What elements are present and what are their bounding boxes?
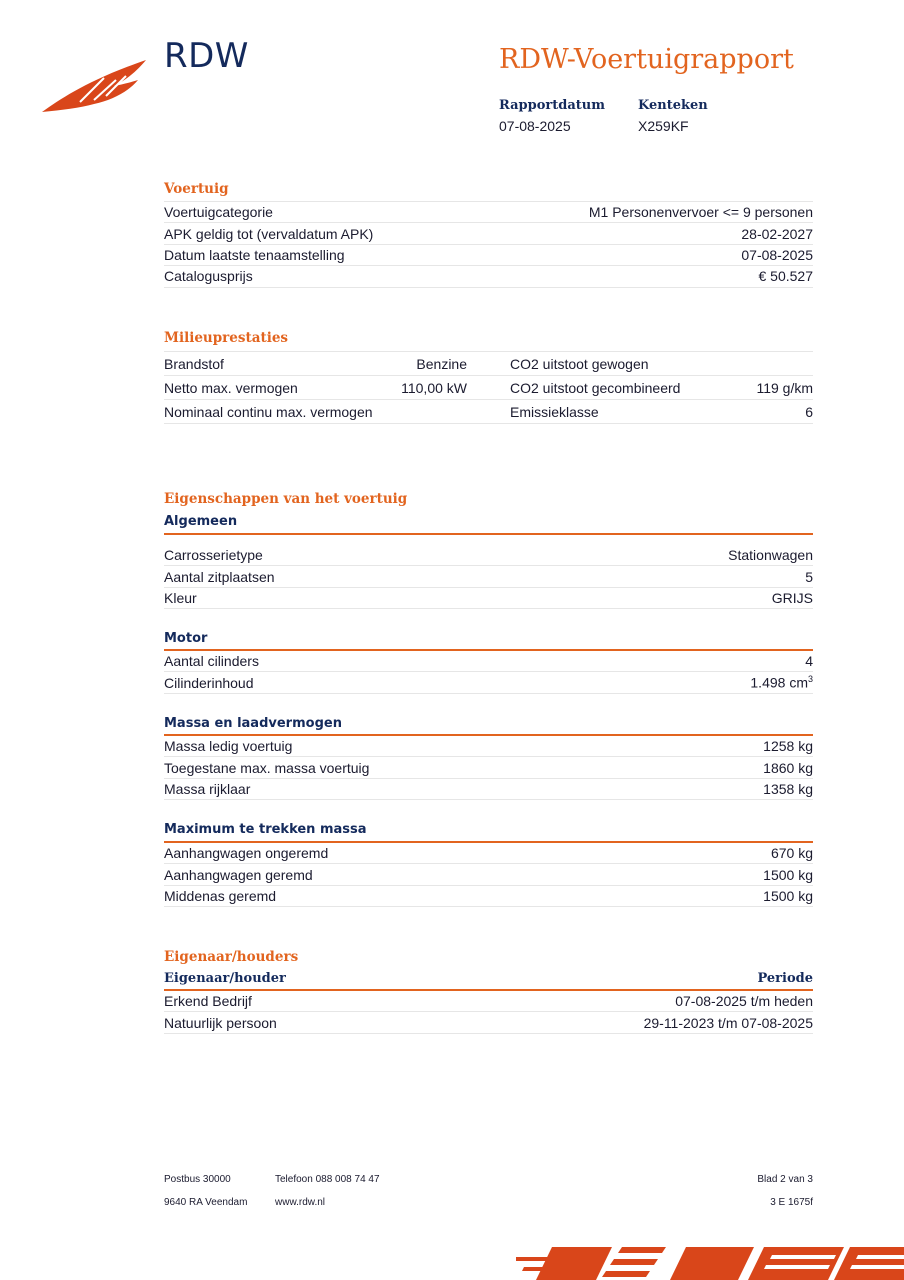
milieu-table — [164, 351, 813, 424]
row-label: Massa rijklaar — [164, 780, 251, 797]
footer-page: Blad 2 van 3 — [757, 1174, 813, 1185]
table-row — [164, 352, 813, 376]
row-label: Kleur — [164, 589, 197, 606]
table-row — [164, 223, 813, 244]
table-row — [164, 672, 813, 693]
row-label: Natuurlijk persoon — [164, 1014, 277, 1031]
row-label: Cilinderinhoud — [164, 674, 254, 691]
row-value: GRIJS — [771, 589, 813, 606]
row-value: 1.498 cm — [750, 674, 808, 691]
table-row — [164, 779, 813, 800]
table-row — [164, 991, 813, 1012]
table-row — [164, 566, 813, 587]
row-value: 07-08-2025 t/m heden — [675, 993, 813, 1010]
decorative-stripes — [516, 1243, 904, 1280]
row-label: Aanhangwagen ongeremd — [164, 845, 329, 862]
row-value: 29-11-2023 t/m 07-08-2025 — [643, 1014, 813, 1031]
col-owner: Eigenaar/houder — [164, 971, 286, 986]
voertuig-table — [164, 201, 813, 288]
report-title: RDW-Voertuigrapport — [499, 44, 794, 75]
section-eigenschappen: Eigenschappen van het voertuig — [164, 491, 408, 507]
footer-web: www.rdw.nl — [275, 1197, 326, 1208]
row-value: 1358 kg — [763, 780, 813, 797]
row-value: 4 — [805, 653, 813, 670]
table-row — [164, 1012, 813, 1033]
table-row — [164, 736, 813, 757]
owner-table-header — [164, 971, 813, 986]
row-value: M1 Personenvervoer <= 9 personen — [588, 204, 813, 221]
row-value: 670 kg — [770, 845, 813, 862]
row-label: APK geldig tot (vervaldatum APK) — [164, 225, 374, 242]
row-value-wrap — [750, 674, 813, 691]
row-label: Aantal cilinders — [164, 653, 259, 670]
trekken-table — [164, 841, 813, 907]
row-value: 5 — [805, 568, 813, 585]
massa-table — [164, 734, 813, 800]
row-label: CO2 uitstoot gewogen — [510, 355, 649, 372]
owner-table — [164, 989, 813, 1034]
table-row — [164, 886, 813, 907]
row-label: Carrosserietype — [164, 547, 263, 564]
row-value: 1500 kg — [763, 887, 813, 904]
report-date-label: Rapportdatum — [499, 98, 605, 113]
row-label: Aantal zitplaatsen — [164, 568, 275, 585]
row-value: 119 g/km — [756, 379, 813, 396]
table-row — [164, 843, 813, 864]
row-label: Massa ledig voertuig — [164, 738, 293, 755]
section-milieuprestaties: Milieuprestaties — [164, 330, 289, 346]
rdw-wing-logo — [40, 58, 148, 114]
row-label: Toegestane max. massa voertuig — [164, 759, 370, 776]
unit-superscript: 3 — [807, 674, 813, 685]
footer-code: 3 E 1675f — [770, 1197, 813, 1208]
row-label: Datum laatste tenaamstelling — [164, 246, 345, 263]
motor-table — [164, 649, 813, 694]
section-voertuig: Voertuig — [164, 181, 229, 197]
row-label: Voertuigcategorie — [164, 204, 273, 221]
table-row — [164, 400, 813, 424]
subsection-algemeen: Algemeen — [164, 514, 238, 529]
row-value: 1500 kg — [763, 866, 813, 883]
col-period: Periode — [757, 971, 813, 986]
row-label: Aanhangwagen geremd — [164, 866, 313, 883]
row-label: Emissieklasse — [510, 403, 599, 420]
table-row — [164, 245, 813, 266]
row-value: Stationwagen — [728, 547, 813, 564]
row-label: Brandstof — [164, 355, 224, 372]
row-value: 6 — [805, 403, 813, 420]
table-row — [164, 651, 813, 672]
row-value: 110,00 kW — [401, 379, 467, 396]
spacer — [164, 535, 813, 545]
plate-block — [638, 98, 708, 134]
row-value: 28-02-2027 — [741, 225, 813, 242]
plate-value: X259KF — [638, 118, 689, 134]
table-row — [164, 376, 813, 400]
row-label: Middenas geremd — [164, 887, 277, 904]
row-label: Erkend Bedrijf — [164, 993, 252, 1010]
table-row — [164, 266, 813, 287]
table-row — [164, 864, 813, 885]
table-row — [164, 588, 813, 609]
row-value: Benzine — [416, 355, 467, 372]
report-date-value: 07-08-2025 — [499, 118, 571, 134]
subsection-motor: Motor — [164, 631, 208, 646]
row-label: Netto max. vermogen — [164, 379, 298, 396]
subsection-massa: Massa en laadvermogen — [164, 716, 342, 731]
row-label: CO2 uitstoot gecombineerd — [510, 379, 681, 396]
subsection-trekken: Maximum te trekken massa — [164, 822, 367, 837]
plate-label: Kenteken — [638, 98, 708, 113]
row-value: 1860 kg — [763, 759, 813, 776]
row-value: € 50.527 — [758, 268, 813, 285]
table-row — [164, 202, 813, 223]
section-eigenaar: Eigenaar/houders — [164, 949, 299, 965]
row-value: 1258 kg — [763, 738, 813, 755]
row-label: Catalogusprijs — [164, 268, 253, 285]
table-row — [164, 757, 813, 778]
footer-phone: Telefoon 088 008 74 47 — [275, 1174, 380, 1185]
footer-city: 9640 RA Veendam — [164, 1197, 248, 1208]
report-date-block — [499, 98, 605, 134]
brand-name: RDW — [164, 36, 249, 76]
row-label: Nominaal continu max. vermogen — [164, 403, 373, 420]
table-row — [164, 545, 813, 566]
row-value: 07-08-2025 — [741, 246, 813, 263]
algemeen-table — [164, 533, 813, 609]
footer-postbus: Postbus 30000 — [164, 1174, 231, 1185]
